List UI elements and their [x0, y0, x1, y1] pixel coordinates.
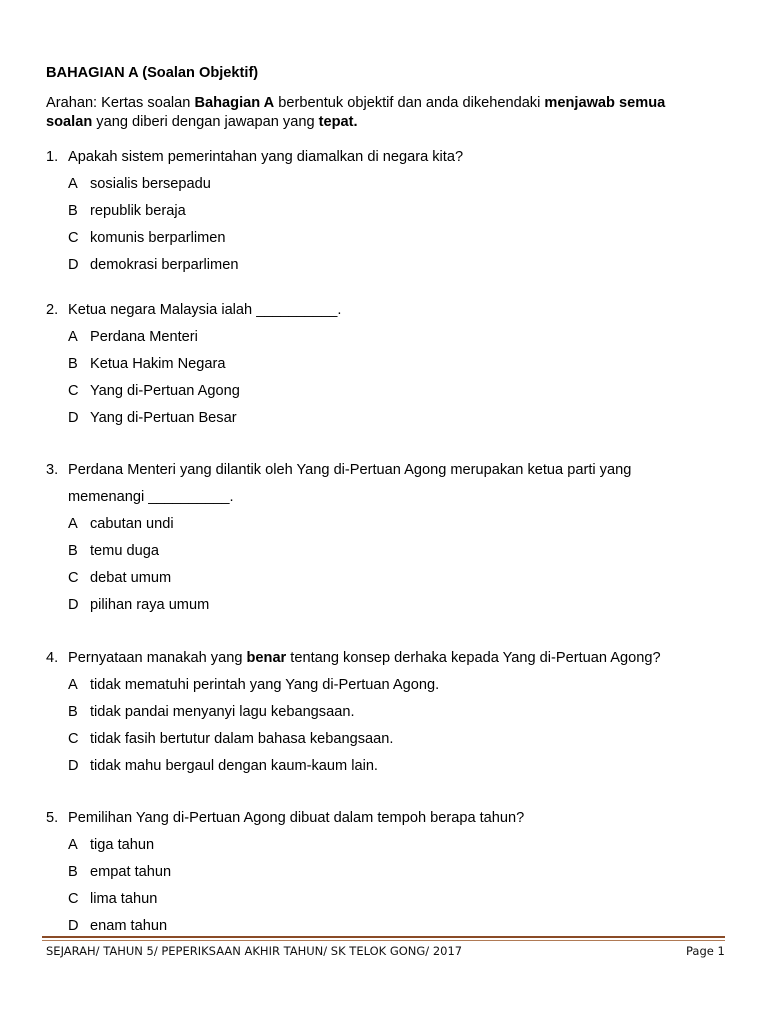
bold-text: tepat. [318, 114, 358, 130]
text-run: Pernyataan manakah yang [68, 650, 247, 666]
text-run: tentang konsep derhaka kepada Yang di-Pertuan Agong? [286, 650, 661, 666]
text-run: Apakah sistem pemerintahan yang diamalkan di negara kita? [68, 149, 464, 165]
option-letter: A [68, 176, 78, 192]
option-letter: A [68, 516, 78, 532]
option-text: komunis berparlimen [90, 230, 226, 246]
option-letter: D [68, 597, 79, 613]
footer-divider [42, 936, 725, 938]
bold-text: soalan [46, 114, 93, 130]
option-text: Perdana Menteri [90, 329, 198, 345]
option-text: republik beraja [90, 203, 186, 219]
option-letter: D [68, 410, 79, 426]
bold-text: menjawab semua [544, 95, 666, 111]
text-run: Ketua negara Malaysia ialah __________. [68, 302, 342, 318]
option-text: enam tahun [90, 918, 168, 934]
option-letter: D [68, 758, 79, 774]
question-text [68, 462, 631, 478]
option-text: Yang di-Pertuan Besar [90, 410, 237, 426]
option-text: pilihan raya umum [90, 597, 210, 613]
footer-page-number: Page 1 [686, 944, 725, 958]
text-run: Perdana Menteri yang dilantik oleh Yang di-Pertuan Agong merupakan ketua parti yang [68, 462, 632, 478]
option-text: temu duga [90, 543, 159, 559]
option-letter: B [68, 203, 78, 219]
question-number: 2. [46, 302, 59, 318]
text-run: yang diberi dengan jawapan yang [92, 114, 319, 130]
question-text [68, 810, 524, 826]
option-text: Ketua Hakim Negara [90, 356, 226, 372]
footer-divider-thin [42, 940, 725, 941]
option-letter: C [68, 570, 79, 586]
option-letter: B [68, 543, 78, 559]
section-title: BAHAGIAN A (Soalan Objektif) [46, 65, 259, 81]
option-letter: B [68, 704, 78, 720]
option-letter: C [68, 891, 79, 907]
option-text: sosialis bersepadu [90, 176, 211, 192]
option-text: Yang di-Pertuan Agong [90, 383, 240, 399]
option-text: tiga tahun [90, 837, 155, 853]
option-text: debat umum [90, 570, 172, 586]
option-text: tidak mematuhi perintah yang Yang di-Pertuan Agong. [90, 677, 440, 693]
question-text [68, 149, 463, 165]
question-number: 5. [46, 810, 59, 826]
instructions-line-2 [46, 114, 358, 130]
bold-text: benar [246, 650, 287, 666]
text-run: berbentuk objektif dan anda dikehendaki [274, 95, 545, 111]
option-letter: B [68, 356, 78, 372]
text-run: Pemilihan Yang di-Pertuan Agong dibuat dalam tempoh berapa tahun? [68, 810, 525, 826]
option-letter: C [68, 383, 79, 399]
option-text: empat tahun [90, 864, 172, 880]
option-letter: C [68, 230, 79, 246]
instructions-line-1 [46, 95, 665, 111]
question-number: 3. [46, 462, 59, 478]
option-text: lima tahun [90, 891, 158, 907]
bold-text: Bahagian A [194, 95, 275, 111]
option-text: demokrasi berparlimen [90, 257, 239, 273]
question-text [68, 302, 341, 318]
question-number: 4. [46, 650, 59, 666]
option-letter: D [68, 918, 79, 934]
option-text: cabutan undi [90, 516, 174, 532]
option-text: tidak fasih bertutur dalam bahasa kebangsaan. [90, 731, 394, 747]
text-run: memenangi __________. [68, 489, 234, 505]
question-text [68, 489, 234, 505]
option-letter: A [68, 677, 78, 693]
question-text [68, 650, 661, 666]
option-text: tidak pandai menyanyi lagu kebangsaan. [90, 704, 355, 720]
question-number: 1. [46, 149, 59, 165]
option-letter: B [68, 864, 78, 880]
text-run: Arahan: Kertas soalan [46, 95, 195, 111]
footer-left: SEJARAH/ TAHUN 5/ PEPERIKSAAN AKHIR TAHUN/ SK TELOK GONG/ 2017 [46, 944, 463, 958]
option-letter: A [68, 837, 78, 853]
option-letter: C [68, 731, 79, 747]
option-text: tidak mahu bergaul dengan kaum-kaum lain. [90, 758, 378, 774]
option-letter: D [68, 257, 79, 273]
option-letter: A [68, 329, 78, 345]
